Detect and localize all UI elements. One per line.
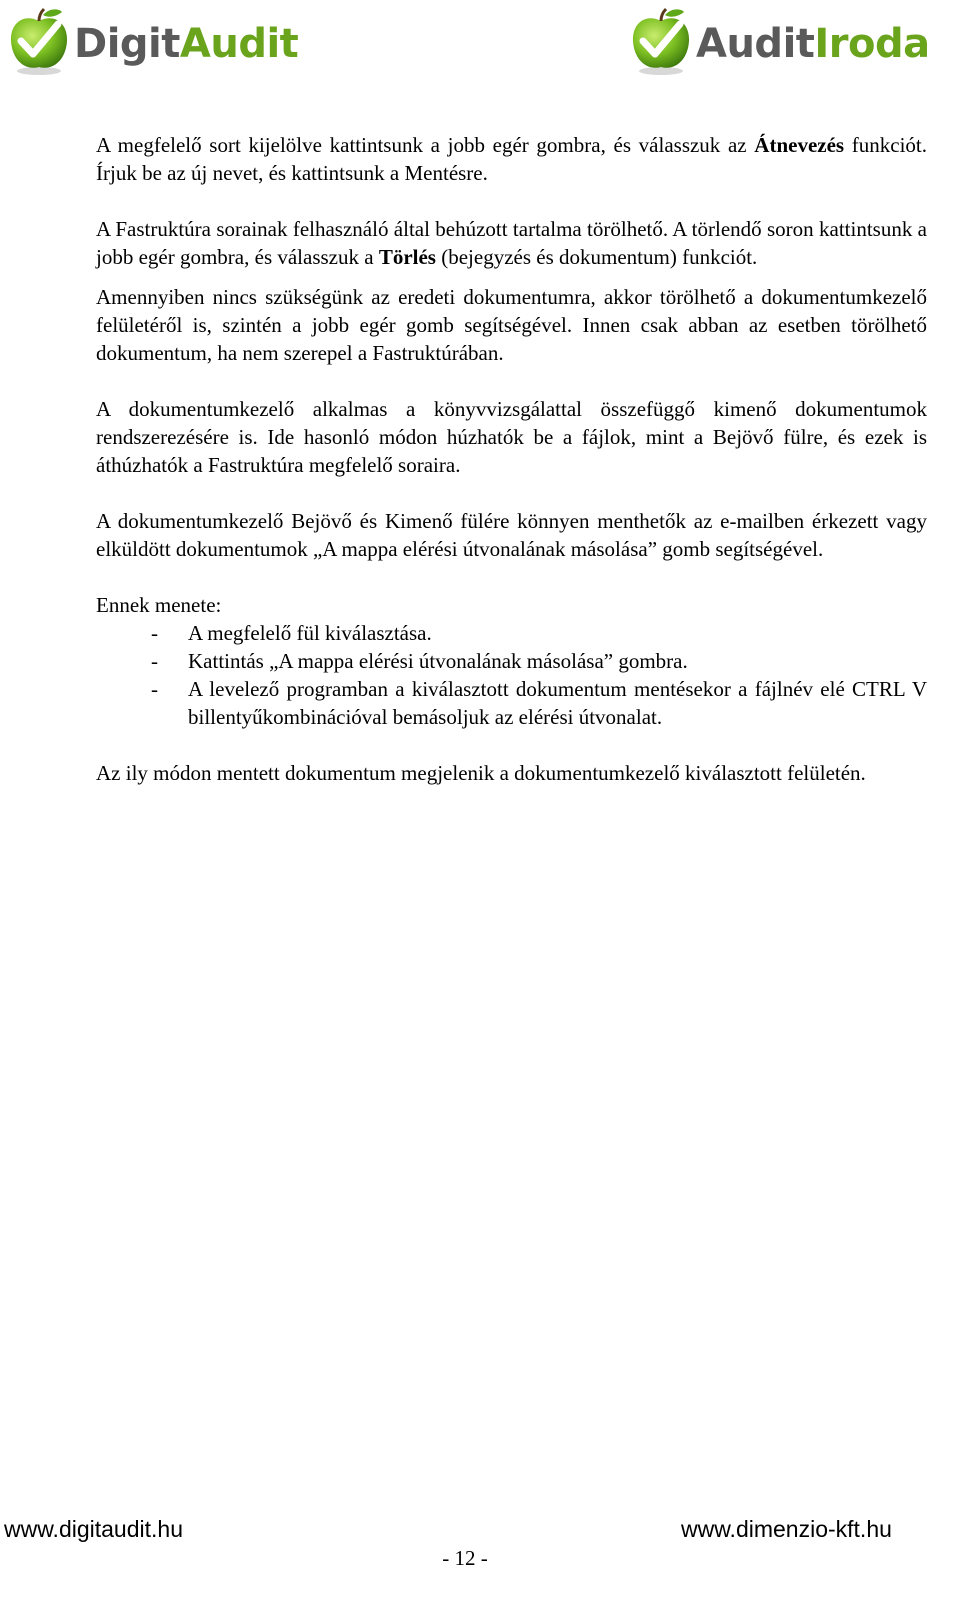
list-dash: - (151, 621, 158, 645)
text: A Fastruktúra sorainak felhasználó által behúzott tartalma törölhető. A törlendő soron kattintsunk a jobb egér gombra, és válasszuk a (96, 217, 927, 269)
bold-term: Átnevezés (754, 133, 845, 157)
paragraph-rename (96, 131, 927, 187)
auditiroda-logo (628, 6, 930, 78)
steps-list (96, 619, 927, 731)
logo-wordmark (696, 21, 930, 67)
list-item (96, 647, 927, 675)
paragraph-delete (96, 215, 927, 271)
paragraph-result: Az ily módon mentett dokumentum megjelenik a dokumentumkezelő kiválasztott felületén. (96, 761, 866, 785)
paragraph-email: A dokumentumkezelő Bejövő és Kimenő fülére könnyen menthetők az e-mailben érkezett vagy elküldött dokumentumok „A mappa elérési útvonalának másolása” gomb segítségével. (96, 509, 927, 561)
list-item-text: A levelező programban a kiválasztott dokumentum mentésekor a fájlnév elé CTRL V billentyűkombinációval bemásoljuk az elérési útvonalat. (188, 677, 927, 729)
logo-word-1: Digit (74, 21, 180, 67)
list-item-text: Kattintás „A mappa elérési útvonalának másolása” gombra. (188, 649, 688, 673)
list-item-text: A megfelelő fül kiválasztása. (188, 621, 432, 645)
bold-term: Törlés (378, 245, 436, 269)
apple-checkmark-icon (628, 7, 694, 77)
list-item (96, 675, 927, 731)
logo-word-1: Audit (696, 21, 815, 67)
footer-url-right: www.dimenzio-kft.hu (681, 1516, 892, 1542)
text: A megfelelő sort kijelölve kattintsunk a jobb egér gombra, és válasszuk az (96, 133, 755, 157)
paragraph-delete-original: Amennyiben nincs szükségünk az eredeti dokumentumra, akkor törölhető a dokumentumkezelő felületéről is, szintén a jobb egér gomb segítségével. Innen csak abban az esetben törölhető dokumentum, ha nem szerepel a Fastruktúrában. (96, 285, 927, 365)
logo-word-2: Iroda (814, 21, 930, 67)
list-dash: - (151, 649, 158, 673)
digitaudit-logo (6, 6, 298, 78)
document-body (96, 131, 927, 787)
text: (bejegyzés és dokumentum) funkciót. (435, 245, 758, 269)
logo-wordmark (74, 21, 299, 67)
page-number-text: - 12 - (442, 1546, 488, 1570)
page-number (0, 1543, 960, 1573)
page-header (0, 0, 960, 90)
paragraph-steps-intro: Ennek menete: (96, 593, 222, 617)
list-dash: - (151, 677, 158, 701)
paragraph-outgoing: A dokumentumkezelő alkalmas a könyvvizsgálattal összefüggő kimenő dokumentumok rendszerezésére is. Ide hasonló módon húzhatók be a fájlok, mint a Bejövő fülre, és ezek is áthúzhatók a Fastruktúra megfelelő soraira. (96, 397, 927, 477)
footer-url-left: www.digitaudit.hu (4, 1516, 183, 1542)
logo-word-2: Audit (179, 21, 299, 67)
list-item (96, 619, 927, 647)
apple-checkmark-icon (6, 7, 72, 77)
text: funkciót. Írjuk be az új nevet, és kattintsunk a Mentésre. (96, 133, 927, 185)
